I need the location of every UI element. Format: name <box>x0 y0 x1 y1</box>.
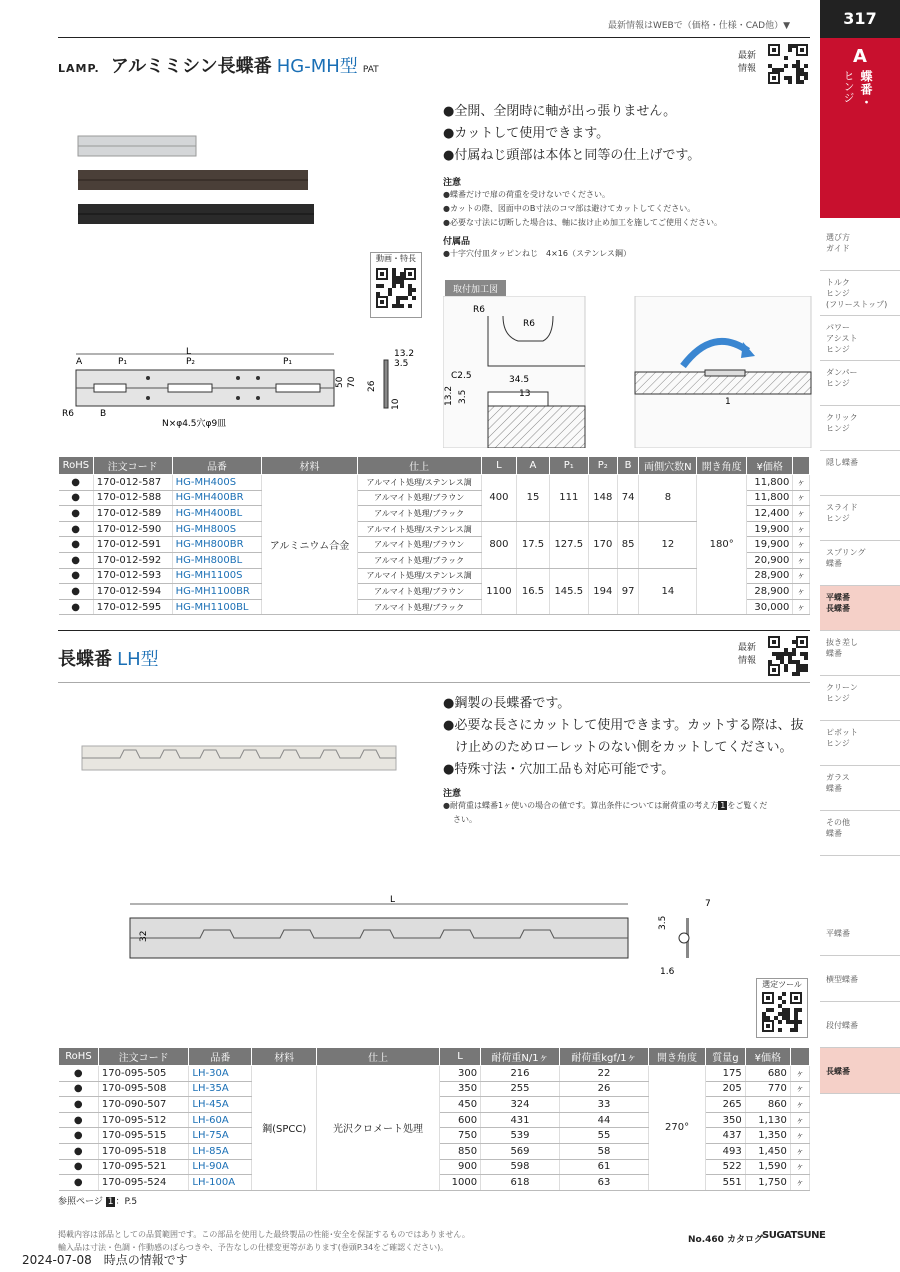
table-cell: ヶ <box>793 537 810 553</box>
dim-label: 13 <box>519 389 531 399</box>
table-cell: アルマイト処理/ブラウン <box>357 584 481 600</box>
table-cell: 170-095-515 <box>98 1128 189 1144</box>
table-row <box>59 1066 810 1082</box>
table-cell: 800 <box>481 521 517 568</box>
section1-title: アルミミシン長蝶番 <box>110 56 272 77</box>
sidebar-item[interactable]: クリーン ヒンジ <box>820 676 900 721</box>
qr-code-icon <box>762 992 802 1032</box>
ref-badge[interactable]: 1 <box>720 801 726 810</box>
table-cell: アルマイト処理/ブラウン <box>357 537 481 553</box>
table-cell: ● <box>59 599 94 615</box>
table-cell: ● <box>59 1081 99 1097</box>
table-header: 品番 <box>189 1048 252 1066</box>
table-cell: 22 <box>559 1066 648 1082</box>
table-header: P₁ <box>549 457 588 475</box>
table-cell: 170-095-524 <box>98 1175 189 1191</box>
table-cell: 30,000 <box>747 599 793 615</box>
table-cell: アルマイト処理/ステンレス調 <box>357 521 481 537</box>
table-cell: 551 <box>706 1175 746 1191</box>
table-cell: 270° <box>649 1066 706 1191</box>
table-header: 品番 <box>172 457 262 475</box>
table-cell: 111 <box>549 475 588 522</box>
table-cell: 350 <box>439 1081 480 1097</box>
bullet: ●鋼製の長蝶番です。 <box>443 696 571 711</box>
table-cell: アルマイト処理/ブラウン <box>357 490 481 506</box>
top-note: 最新情報はWEBで（価格・仕様・CAD他）▼ <box>607 21 790 31</box>
table-cell: アルマイト処理/ブラック <box>357 506 481 522</box>
bullet: ●カットして使用できます。 <box>443 126 610 141</box>
section1-model: HG-MH型 <box>276 56 358 77</box>
table-cell: 1,450 <box>745 1143 790 1159</box>
table-cell: 1,350 <box>745 1128 790 1144</box>
qr-label-2: 情報 <box>738 64 757 74</box>
part-number-link[interactable]: HG-MH1100S <box>172 568 262 584</box>
video-label: 動画・特長 <box>376 254 416 263</box>
category-letter: A <box>853 46 867 67</box>
section1-notes <box>443 175 722 261</box>
bullet: ●全開、全閉時に軸が出っ張りません。 <box>443 104 677 119</box>
table-header: A <box>517 457 549 475</box>
note: ●必要な寸法に切断した場合は、軸に抜け止め加工を施してご使用ください。 <box>443 218 722 227</box>
table-cell: 170-012-592 <box>93 552 172 568</box>
table-header <box>790 1048 809 1066</box>
ref-badge[interactable]: 1 <box>107 1197 114 1207</box>
table-cell: 400 <box>481 475 517 522</box>
tool-qr[interactable] <box>756 978 808 1038</box>
table-header: 仕上 <box>317 1048 440 1066</box>
table-header: ¥価格 <box>745 1048 790 1066</box>
dim-label: L <box>390 895 396 905</box>
part-number-link[interactable]: LH-100A <box>189 1175 252 1191</box>
table-cell: アルマイト処理/ブラック <box>357 552 481 568</box>
part-number-link[interactable]: LH-35A <box>189 1081 252 1097</box>
table-header: RoHS <box>59 457 94 475</box>
sidebar-item[interactable]: 隠し蝶番 <box>820 451 900 496</box>
dim-label: 3.5 <box>458 389 468 404</box>
table-row <box>59 521 810 537</box>
dim-label: P₁ <box>283 357 293 367</box>
table-cell: 14 <box>639 568 697 615</box>
table-cell: 522 <box>706 1159 746 1175</box>
table-cell: 1,750 <box>745 1175 790 1191</box>
section2-title: 長蝶番 <box>58 649 112 670</box>
qr-code-icon <box>376 268 416 308</box>
table-cell: 170-095-518 <box>98 1143 189 1159</box>
table-cell: 170-012-595 <box>93 599 172 615</box>
ref-page <box>58 1194 137 1207</box>
table-cell: 850 <box>439 1143 480 1159</box>
part-number-link[interactable]: HG-MH800BL <box>172 552 262 568</box>
note: ●耐荷重は蝶番1ヶ使いの場合の値です。算出条件については耐荷重の考え方 <box>443 801 719 810</box>
part-number-link[interactable]: HG-MH400BR <box>172 490 262 506</box>
bullet: け止めのためローレットのない側をカットしてください。 <box>455 740 793 755</box>
table-cell: 光沢クロメート処理 <box>317 1066 440 1191</box>
part-number-link[interactable]: LH-30A <box>189 1066 252 1082</box>
table-cell: 170 <box>588 521 617 568</box>
dim-label: P₁ <box>118 357 128 367</box>
table-cell: 鋼(SPCC) <box>252 1066 317 1191</box>
section2-header <box>58 645 159 671</box>
table-cell: 11,800 <box>747 475 793 491</box>
note: ●カットの際、図面中のB寸法のコマ部は避けてカットしてください。 <box>443 204 696 213</box>
qr-label <box>738 642 756 668</box>
table-cell: アルマイト処理/ステンレス調 <box>357 475 481 491</box>
dim-label: L <box>186 347 192 357</box>
section2-divider <box>58 630 810 631</box>
table-cell: 180° <box>697 475 747 615</box>
table-cell: ヶ <box>793 568 810 584</box>
pat-label: PAT <box>362 65 379 75</box>
bullet: ●必要な長さにカットして使用できます。カットする際は、抜 <box>443 718 804 733</box>
table-cell: 618 <box>481 1175 560 1191</box>
part-number-link[interactable]: LH-90A <box>189 1159 252 1175</box>
sidebar-subitem[interactable]: 段付蝶番 <box>820 1002 900 1048</box>
mount-label: 取付加工図 <box>445 280 506 297</box>
table-cell: ヶ <box>793 599 810 615</box>
section1-header <box>58 52 379 78</box>
dim-label: 3.5 <box>658 915 668 930</box>
part-number-link[interactable]: HG-MH1100BR <box>172 584 262 600</box>
product-photos <box>76 132 316 232</box>
table-cell: 350 <box>706 1112 746 1128</box>
table-cell: 1000 <box>439 1175 480 1191</box>
table-cell: 175 <box>706 1066 746 1082</box>
brand-logo: LAMP. <box>58 62 100 75</box>
table-header: 質量g <box>706 1048 746 1066</box>
tool-label: 選定ツール <box>762 980 802 989</box>
qr-label-1: 最新 <box>738 51 757 61</box>
table-cell: 216 <box>481 1066 560 1082</box>
table-cell: 437 <box>706 1128 746 1144</box>
table-header: 耐荷重kgf/1ヶ <box>559 1048 648 1066</box>
sidebar-item[interactable]: トルク ヒンジ (フリーストップ) <box>820 271 900 316</box>
dim-label: 1.6 <box>660 967 675 977</box>
footer-line: 輸入品は寸法・色調・作動感のばらつきや、予告なしの仕様変更等があります(巻頭P.34をご確認ください)。 <box>58 1243 449 1252</box>
table-header: L <box>481 457 517 475</box>
part-number-link[interactable]: LH-45A <box>189 1097 252 1113</box>
dim-label: R6 <box>523 319 535 329</box>
table-cell: 8 <box>639 475 697 522</box>
table-cell: 170-090-507 <box>98 1097 189 1113</box>
table-cell: 170-095-512 <box>98 1112 189 1128</box>
table-cell: 1,130 <box>745 1112 790 1128</box>
table-cell: ヶ <box>790 1112 809 1128</box>
table-cell: 17.5 <box>517 521 549 568</box>
table-cell: ヶ <box>793 490 810 506</box>
qr-label <box>738 50 756 76</box>
note: をご覧くだ <box>727 801 768 810</box>
table-cell: ヶ <box>790 1143 809 1159</box>
section2-bullets <box>443 693 813 781</box>
bullet: ●特殊寸法・穴加工品も対応可能です。 <box>443 762 675 777</box>
table-cell: ● <box>59 537 94 553</box>
dim-label: A <box>76 357 83 367</box>
table-cell: 539 <box>481 1128 560 1144</box>
lh-drawing <box>120 890 740 980</box>
dim-label: 34.5 <box>509 375 530 385</box>
table-cell: 55 <box>559 1128 648 1144</box>
table-cell: ヶ <box>793 475 810 491</box>
table-cell: 26 <box>559 1081 648 1097</box>
table-cell: 680 <box>745 1066 790 1082</box>
table-cell: 58 <box>559 1143 648 1159</box>
table-cell: 127.5 <box>549 521 588 568</box>
table-cell: 85 <box>617 521 639 568</box>
sidebar-item[interactable]: 抜き差し 蝶番 <box>820 631 900 676</box>
table-cell: 11,800 <box>747 490 793 506</box>
table-cell: 28,900 <box>747 568 793 584</box>
note: ●蝶番だけで扉の荷重を受けないでください。 <box>443 190 610 199</box>
note: さい。 <box>453 815 477 824</box>
table-cell: 170-095-505 <box>98 1066 189 1082</box>
category-name: 蝶番・ <box>859 70 873 109</box>
category-type: ヒンジ <box>842 70 855 103</box>
table-cell: ● <box>59 506 94 522</box>
table-cell: 300 <box>439 1066 480 1082</box>
part-number-link[interactable]: HG-MH400BL <box>172 506 262 522</box>
table-cell: ヶ <box>790 1128 809 1144</box>
table-cell: ヶ <box>793 584 810 600</box>
dim-label: 32 <box>139 930 149 942</box>
table-cell: 74 <box>617 475 639 522</box>
part-number-link[interactable]: LH-85A <box>189 1143 252 1159</box>
side-nav-2 <box>820 910 900 1094</box>
table-header: L <box>439 1048 480 1066</box>
table-cell: ● <box>59 490 94 506</box>
table-cell: ● <box>59 552 94 568</box>
table-cell: 170-012-589 <box>93 506 172 522</box>
qr-label-2: 情報 <box>738 656 757 666</box>
catalog-label: No.460 カタログ <box>688 1235 764 1245</box>
note-title: 注意 <box>443 789 462 799</box>
table-cell: ● <box>59 1143 99 1159</box>
sidebar-item[interactable]: その他 蝶番 <box>820 811 900 856</box>
table-cell: 148 <box>588 475 617 522</box>
table-cell: 28,900 <box>747 584 793 600</box>
table-cell: 19,900 <box>747 537 793 553</box>
dim-label: B <box>100 409 107 419</box>
side-nav <box>820 226 900 856</box>
table-cell: 44 <box>559 1112 648 1128</box>
dim-label: 26 <box>367 380 377 392</box>
table-cell: ヶ <box>793 521 810 537</box>
date-note: 2024-07-08 時点の情報です <box>22 1253 188 1267</box>
sugatsune-logo: SUGATSUNE <box>762 1230 826 1241</box>
qr-code-icon[interactable] <box>768 636 808 676</box>
table-cell: 170-012-588 <box>93 490 172 506</box>
part-number-link[interactable]: LH-60A <box>189 1112 252 1128</box>
table-cell: ● <box>59 1128 99 1144</box>
table-cell: アルマイト処理/ブラック <box>357 599 481 615</box>
table-cell: 19,900 <box>747 521 793 537</box>
part-number-link[interactable]: LH-75A <box>189 1128 252 1144</box>
table-cell: 860 <box>745 1097 790 1113</box>
dim-label: P₂ <box>186 357 196 367</box>
dim-label: 13.2 <box>394 349 415 359</box>
table-cell: 97 <box>617 568 639 615</box>
table-header: 注文コード <box>93 457 172 475</box>
table-cell: 493 <box>706 1143 746 1159</box>
table-cell: 12,400 <box>747 506 793 522</box>
table-cell: ● <box>59 1097 99 1113</box>
dim-label: 50 <box>335 376 345 388</box>
sidebar-item[interactable]: 平蝶番 長蝶番 <box>820 586 900 631</box>
ref-label: 参照ページ <box>58 1197 103 1207</box>
table-header: 注文コード <box>98 1048 189 1066</box>
table-cell: 170-012-590 <box>93 521 172 537</box>
table-header: RoHS <box>59 1048 99 1066</box>
ref-page-num: ：P.5 <box>115 1197 138 1207</box>
table-cell: 12 <box>639 521 697 568</box>
dim-label: N×φ4.5穴φ9皿 <box>162 419 227 429</box>
sidebar-item[interactable]: スライド ヒンジ <box>820 496 900 541</box>
section1-bullets <box>443 101 700 167</box>
table-cell: ヶ <box>793 552 810 568</box>
table-header: 仕上 <box>357 457 481 475</box>
table-row <box>59 475 810 491</box>
table-cell: 170-095-508 <box>98 1081 189 1097</box>
table-header: 開き角度 <box>649 1048 706 1066</box>
sidebar-item[interactable]: スプリング 蝶番 <box>820 541 900 586</box>
hg-mh-drawing <box>58 340 418 430</box>
table-header: 両側穴数N <box>639 457 697 475</box>
table-cell: 900 <box>439 1159 480 1175</box>
table-cell: 194 <box>588 568 617 615</box>
dim-label: R6 <box>473 305 485 315</box>
table-cell: 170-012-591 <box>93 537 172 553</box>
table-cell: 265 <box>706 1097 746 1113</box>
table-cell: 205 <box>706 1081 746 1097</box>
table-header: P₂ <box>588 457 617 475</box>
page-number: 317 <box>820 0 900 38</box>
table-cell: ● <box>59 1175 99 1191</box>
dim-label: 70 <box>347 376 357 388</box>
qr-label-1: 最新 <box>738 643 757 653</box>
lh-table <box>58 1047 810 1191</box>
table-cell: 33 <box>559 1097 648 1113</box>
dim-label: 10 <box>391 398 401 410</box>
accessory: ●十字穴付皿タッピンねじ 4×16（ステンレス鋼） <box>443 249 631 258</box>
table-cell: 170-012-594 <box>93 584 172 600</box>
table-cell: ヶ <box>790 1159 809 1175</box>
sidebar-item[interactable]: ダンパー ヒンジ <box>820 361 900 406</box>
table-cell: アルマイト処理/ステンレス調 <box>357 568 481 584</box>
part-number-link[interactable]: HG-MH800S <box>172 521 262 537</box>
table-cell: ● <box>59 475 94 491</box>
table-cell: 15 <box>517 475 549 522</box>
note-title: 注意 <box>443 178 462 188</box>
table-header: B <box>617 457 639 475</box>
table-cell: 1100 <box>481 568 517 615</box>
table-cell: ヶ <box>790 1175 809 1191</box>
table-cell: 431 <box>481 1112 560 1128</box>
part-number-link[interactable]: HG-MH1100BL <box>172 599 262 615</box>
table-cell: 16.5 <box>517 568 549 615</box>
table-cell: 450 <box>439 1097 480 1113</box>
dim-label: 13.2 <box>444 385 454 406</box>
bullet: ●付属ねじ頭部は本体と同等の仕上げです。 <box>443 148 701 163</box>
dim-label: R6 <box>62 409 74 419</box>
sidebar-subitem[interactable]: 長蝶番 <box>820 1048 900 1094</box>
video-qr[interactable] <box>370 252 422 318</box>
hg-mh-table <box>58 456 810 615</box>
table-cell: 600 <box>439 1112 480 1128</box>
table-header: 開き角度 <box>697 457 747 475</box>
table-cell: 750 <box>439 1128 480 1144</box>
dim-label: 7 <box>705 899 711 909</box>
table-cell: 598 <box>481 1159 560 1175</box>
section2-model: LH型 <box>117 649 159 670</box>
sidebar-item[interactable]: パワー アシスト ヒンジ <box>820 316 900 361</box>
table-cell: 770 <box>745 1081 790 1097</box>
sidebar-item[interactable]: 選び方 ガイド <box>820 226 900 271</box>
section2-notes <box>443 786 813 827</box>
lh-photo <box>80 740 400 776</box>
table-cell: ● <box>59 1112 99 1128</box>
table-cell: 20,900 <box>747 552 793 568</box>
part-number-link[interactable]: HG-MH800BR <box>172 537 262 553</box>
table-cell: 145.5 <box>549 568 588 615</box>
accessory-title: 付属品 <box>443 237 471 247</box>
dim-label: 1 <box>725 397 731 407</box>
table-cell: 324 <box>481 1097 560 1113</box>
table-cell: ヶ <box>790 1081 809 1097</box>
table-cell: ● <box>59 521 94 537</box>
footer-line: 掲載内容は部品としての品質範囲です。この部品を使用した最終製品の性能･安全を保証するものではありません。 <box>58 1230 470 1239</box>
dim-label: 3.5 <box>394 359 409 369</box>
table-cell: ヶ <box>790 1066 809 1082</box>
category-tab[interactable] <box>820 0 900 218</box>
table-cell: 569 <box>481 1143 560 1159</box>
table-cell: ● <box>59 1159 99 1175</box>
table-header <box>793 457 810 475</box>
table-header: 材料 <box>262 457 357 475</box>
table-cell: 63 <box>559 1175 648 1191</box>
table-cell: ● <box>59 568 94 584</box>
table-cell: ヶ <box>793 506 810 522</box>
qr-code-icon[interactable] <box>768 44 808 84</box>
table-header: ¥価格 <box>747 457 793 475</box>
table-cell: ● <box>59 584 94 600</box>
table-header: 耐荷重N/1ヶ <box>481 1048 560 1066</box>
table-cell: 170-095-521 <box>98 1159 189 1175</box>
table-row <box>59 568 810 584</box>
table-cell: 255 <box>481 1081 560 1097</box>
sidebar-item[interactable]: クリック ヒンジ <box>820 406 900 451</box>
sidebar-subitem[interactable]: 横型蝶番 <box>820 956 900 1002</box>
table-cell: 170-012-593 <box>93 568 172 584</box>
table-cell: アルミニウム合金 <box>262 475 357 615</box>
sidebar-item[interactable]: ガラス 蝶番 <box>820 766 900 811</box>
section2-rule <box>58 682 810 683</box>
table-cell: 61 <box>559 1159 648 1175</box>
table-cell: 170-012-587 <box>93 475 172 491</box>
table-cell: 1,590 <box>745 1159 790 1175</box>
table-cell: ヶ <box>790 1097 809 1113</box>
mount-diagram <box>443 296 813 448</box>
table-header: 材料 <box>252 1048 317 1066</box>
part-number-link[interactable]: HG-MH400S <box>172 475 262 491</box>
table-cell: ● <box>59 1066 99 1082</box>
sidebar-item[interactable]: ピボット ヒンジ <box>820 721 900 766</box>
sidebar-subitem[interactable]: 平蝶番 <box>820 910 900 956</box>
dim-label: C2.5 <box>451 371 472 381</box>
